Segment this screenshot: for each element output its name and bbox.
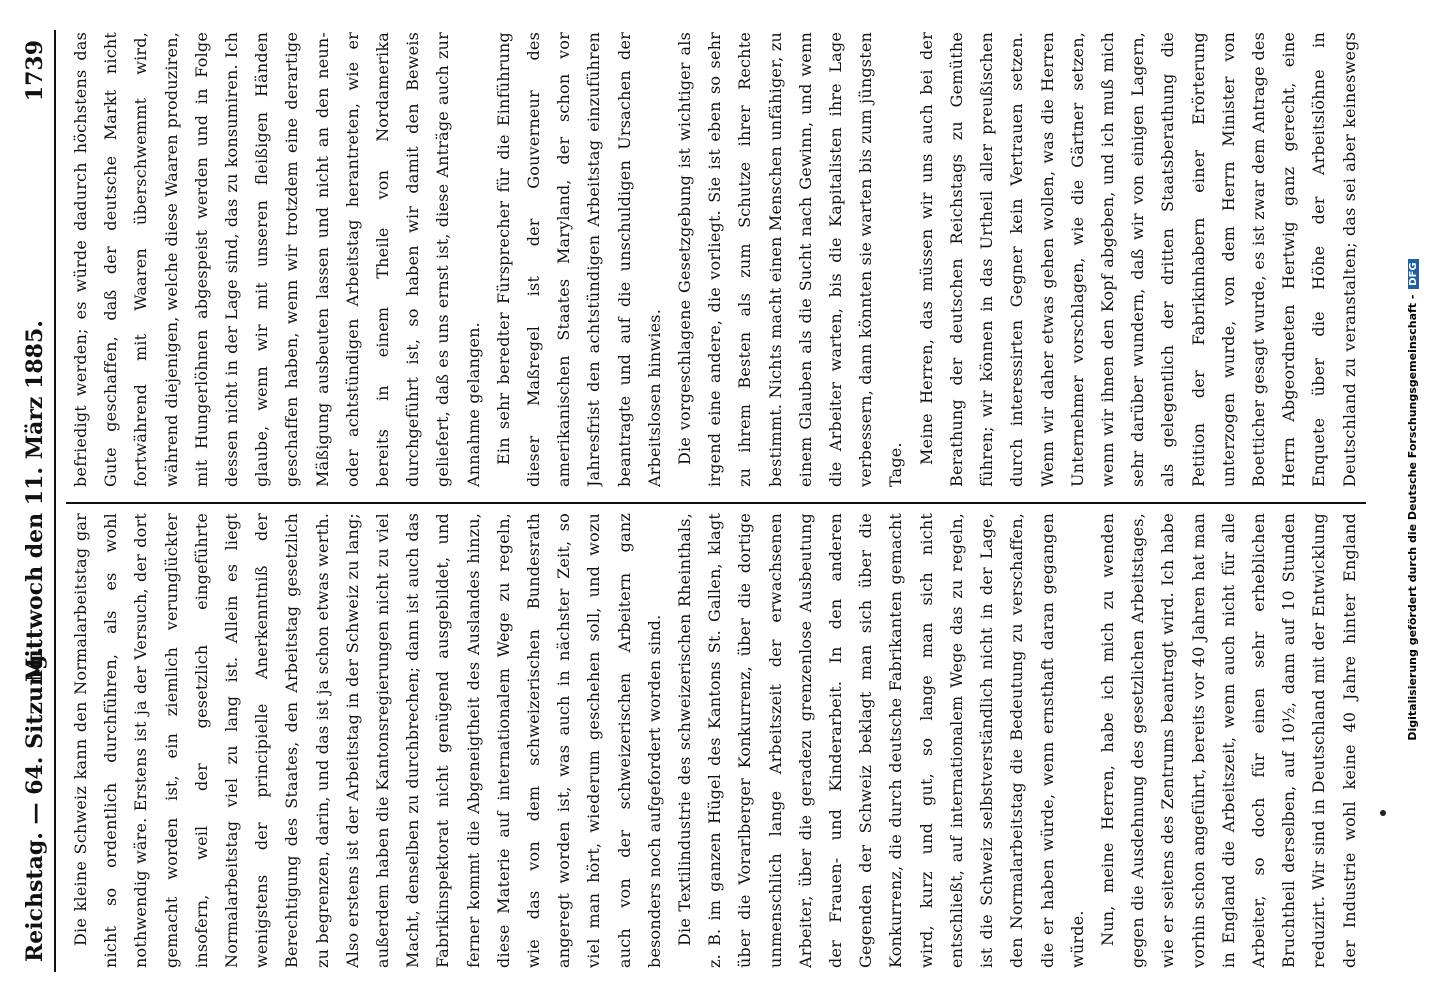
paragraph: Nun, meine Herren, habe ich mich zu wenden gegen die Ausdehnung des gesetzlichen Arbeitstages, wie er seitens des Zentrums beantragt wird. Ich habe vorhin schon angeführt, bereits vor 40 Jahren hat man in England die Arbeitszeit, wenn auch nicht für alle Arbeiter, so doch für einen sehr erheblichen Bruchtheil derselben, auf 10½, dann auf 10 Stunden reduzirt. Wir sind in Deutschland mit der Entwicklung der Industrie wohl keine 40 Jahre hinter England bbox=[1097, 513, 1359, 968]
header-title: Reichstag. — 64. Sitzung. bbox=[22, 646, 48, 962]
dfg-logo: DFG bbox=[1408, 259, 1419, 288]
paragraph: Die Textilindustrie des schweizerischen Rheinthals, z. B. im ganzen Hügel des Kantons St. Gallen, klagt über die Vorarlberger Konkurrenz, über die dortige unmenschlich lange Arbeitszeit der erwachsenen Arbeiter, über die geradezu grenzenlose Ausbeutung der Frauen- und Kinderarbeit. In den anderen Gegenden der Schweiz beklagt man sich über die Konkurrenz, die durch deutsche Fabrikanten gemacht wird, kurz und gut, so lange man sich nicht entschließt, auf internationalem Wege das zu regeln, ist die Schweiz selbstverständlich nicht in der Lage, den Normalarbeitstag die Bedeutung zu verschaffen, die er haben würde, wenn ernsthaft daran gegangen würde. bbox=[675, 513, 1087, 968]
page-number: 1739 bbox=[22, 40, 48, 102]
paragraph: Die vorgeschlagene Gesetzgebung ist wichtiger als irgend eine andere, die vorliegt. Sie ist eben so sehr zu ihrem Besten als zum Schutze ihrer Rechte bestimmt. Nichts macht einen Menschen unfähiger, zu einem Glauben als die Sucht nach Gewinn, und wenn die Arbeiter warten, bis die Kapitalisten ihre Lage verbessern, dann könnten sie warten bis zum jüngsten Tage. bbox=[675, 32, 906, 487]
paragraph: Ein sehr beredter Fürsprecher für die Einführung dieser Maßregel ist der Gouverneur des amerikanischen Staates Maryland, der schon vor Jahresfrist den achtstündigen Arbeitstag einzuführen beantragte und auf die unschuldigen Ursachen der Arbeitslosen hinwies. bbox=[493, 32, 664, 487]
left-column bbox=[66, 513, 1366, 968]
header-date: Mittwoch den 11. März 1885. bbox=[22, 320, 48, 682]
credit-text: Digitalisierung gefördert durch die Deutsche Forschungsgemeinschaft - bbox=[1406, 294, 1419, 741]
right-column bbox=[66, 32, 1366, 487]
running-header bbox=[14, 30, 56, 972]
digitization-credit bbox=[1406, 0, 1424, 1000]
column-divider bbox=[66, 502, 1366, 504]
paragraph: befriedigt werden; es würde dadurch höchstens das Gute geschaffen, daß der deutsche Markt nicht fortwährend mit Waaren überschwemmt wird, während diejenigen, welche diese Waaren produziren, mit Hungerlöhnen abgespeist werden und in Folge dessen nicht in der Lage sind, das zu konsumiren. Ich glaube, wenn wir mit unseren fleißigen Händen geschaffen haben, wenn wir trotzdem eine derartige Mäßigung ausbeuten lassen und nicht an den neun- oder achtstündigen Arbeitstag herantreten, wie er bereits in einem Theile von Nordamerika durchgeführt ist, so haben wir damit den Beweis geliefert, daß es uns ernst ist, diese Anträge auch zur Annahme gelangen. bbox=[71, 32, 483, 487]
paragraph: Meine Herren, das müssen wir uns auch bei der Berathung der deutschen Reichstags zu Gemüthe führen; wir können in das Urtheil aller preußischen durch interessirten Gegner kein Vertrauen setzen. Wenn wir daher etwas gehen wollen, was die Herren Unternehmer vorschlagen, wie die Gärtner setzen, wenn wir ihnen den Kopf abgeben, und ich muß mich sehr darüber wundern, daß wir von einigen Lagern, als gelegentlich der dritten Staatsberathung die Petition der Fabrikinhabern einer Erörterung unterzogen wurde, von dem Herrn Minister von Boetticher gesagt wurde, es ist zwar dem Antrage des Herrn Abgeordneten Hertwig ganz gerecht, eine Enquete über die Höhe der Arbeitslöhne in Deutschland zu veranstalten; das sei aber keineswegs bbox=[916, 32, 1359, 487]
paragraph: Die kleine Schweiz kann den Normalarbeitstag gar nicht so ordentlich durchführen, als es wohl nothwendig wäre. Erstens ist ja der Versuch, der dort gemacht worden ist, ein ziemlich verunglückter insofern, weil der gesetzlich eingeführte Normalarbeitstag viel zu lang ist. Allein es liegt wenigstens der principielle Anerkenntniß der Berechtigung des Staates, den Arbeitstag gesetzlich zu begrenzen, darin, und das ist ja schon etwas werth. Also erstens ist der Arbeitstag in der Schweiz zu lang; außerdem haben die Kantonsregierungen nicht zu viel Macht, denselben zu durchbrechen; dann ist auch das Fabrikinspektorat nicht genügend ausgebildet, und ferner kommt die Abgeneigtheit des Auslandes hinzu, diese Materie auf internationalem Wege zu regeln, wie das von dem schweizerischen Bundesrath angeregt worden ist, was auch in nächster Zeit, so viel man hört, wiederum geschehen soll, und wozu auch von der schweizerischen Arbeitern ganz besonders noch aufgefordert worden sind. bbox=[71, 513, 664, 968]
scan-speck bbox=[1380, 810, 1386, 816]
